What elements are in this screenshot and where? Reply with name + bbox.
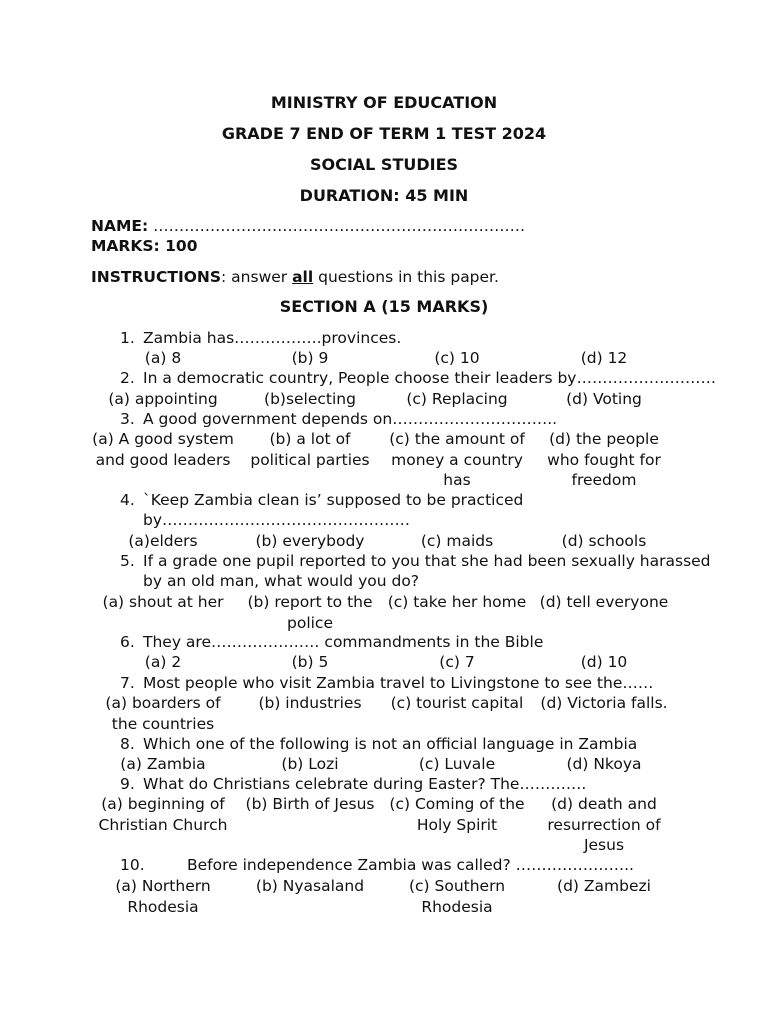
question-number: 10. [120, 856, 145, 874]
question-number: 9. [120, 775, 135, 793]
question-number: 5. [120, 552, 135, 570]
question-text: In a democratic country, People choose their leaders by……………………… [143, 369, 716, 387]
answer-option: (a) shout at her [102, 593, 224, 611]
question-text: If a grade one pupil reported to you that she had been sexually harassed [143, 552, 711, 570]
answer-option: (a) 8 [144, 349, 182, 367]
answer-option: (d) 12 [580, 349, 628, 367]
answer-option: (b) Birth of Jesus [245, 795, 375, 813]
answer-option: (b) industries [258, 694, 362, 712]
answer-option: (a) Northern Rhodesia [115, 877, 211, 916]
answer-option: (a)elders [128, 532, 198, 550]
question-number: 2. [120, 369, 135, 387]
answer-option: (b) 5 [291, 653, 329, 671]
answer-option: (d) tell everyone [539, 593, 669, 611]
duration-heading: DURATION: 45 MIN [299, 186, 469, 205]
question-text: Most people who visit Zambia travel to Livingstone to see the…… [143, 674, 654, 692]
answer-option: (d) Nkoya [566, 755, 642, 773]
answer-option: (c) Luvale [418, 755, 496, 773]
name-line: ……………………………………………………………… [153, 217, 526, 235]
instructions-emphasis: all [292, 268, 314, 286]
instructions-text-before: : answer [221, 268, 293, 286]
question-text: Zambia has……………..provinces. [143, 329, 402, 347]
question-text: `Keep Zambia clean is’ supposed to be practiced [143, 491, 524, 509]
answer-option: (b) a lot of political parties [250, 430, 370, 469]
answer-option: (c) Replacing [406, 390, 508, 408]
answer-option: (a) appointing [108, 390, 218, 408]
answer-option: (b) Lozi [281, 755, 339, 773]
question-text: A good government depends on………………………….. [143, 410, 558, 428]
answer-option: (d) schools [561, 532, 647, 550]
answer-option: (d) Victoria falls. [540, 694, 668, 712]
question-number: 1. [120, 329, 135, 347]
answer-option: (c) 10 [434, 349, 480, 367]
instructions-label: INSTRUCTIONS [91, 268, 222, 286]
question-number: 7. [120, 674, 135, 692]
answer-option: (c) tourist capital [390, 694, 524, 712]
answer-option: (a) Zambia [120, 755, 206, 773]
question-number: 6. [120, 633, 135, 651]
marks-label: MARKS: 100 [91, 237, 198, 255]
question-text-continued: by an old man, what would you do? [143, 572, 420, 590]
answer-option: (d) Zambezi [557, 877, 651, 895]
answer-option: (c) Southern Rhodesia [408, 877, 506, 916]
instructions-text-after: questions in this paper. [313, 268, 499, 286]
answer-option: (b) everybody [255, 532, 365, 550]
test-title: GRADE 7 END OF TERM 1 TEST 2024 [221, 124, 547, 143]
question-text-continued: by………………………………………… [143, 511, 411, 529]
name-label: NAME: [91, 217, 149, 235]
answer-option: (b)selecting [264, 390, 356, 408]
answer-option: (d) the people who fought for freedom [547, 430, 661, 489]
question-text: Before independence Zambia was called? ………………….. [187, 856, 634, 874]
answer-option: (a) beginning of Christian Church [98, 795, 228, 834]
answer-option: (d) death and resurrection of Jesus [547, 795, 661, 854]
answer-option: (d) Voting [566, 390, 642, 408]
instructions [91, 267, 499, 287]
question-number: 3. [120, 410, 135, 428]
answer-option: (c) maids [420, 532, 494, 550]
answer-option: (a) A good system and good leaders [92, 430, 234, 469]
question-number: 8. [120, 735, 135, 753]
question-text: What do Christians celebrate during Easter? The…………. [143, 775, 587, 793]
answer-option: (b) Nyasaland [255, 877, 365, 895]
name-row [91, 216, 525, 236]
section-title: SECTION A (15 MARKS) [279, 297, 489, 316]
answer-option: (b) 9 [291, 349, 329, 367]
answer-option: (b) report to the police [247, 593, 373, 632]
question-text: They are………………… commandments in the Bible [143, 633, 544, 651]
answer-option: (c) the amount of money a country has [389, 430, 525, 489]
ministry-heading: MINISTRY OF EDUCATION [270, 93, 498, 112]
answer-option: (a) 2 [144, 653, 182, 671]
answer-option: (c) Coming of the Holy Spirit [389, 795, 525, 834]
answer-option: (d) 10 [580, 653, 628, 671]
answer-option: (c) take her home [387, 593, 527, 611]
question-text: Which one of the following is not an official language in Zambia [143, 735, 638, 753]
answer-option: (c) 7 [439, 653, 475, 671]
answer-option: (a) boarders of the countries [105, 694, 221, 733]
subject-heading: SOCIAL STUDIES [309, 155, 459, 174]
question-number: 4. [120, 491, 135, 509]
